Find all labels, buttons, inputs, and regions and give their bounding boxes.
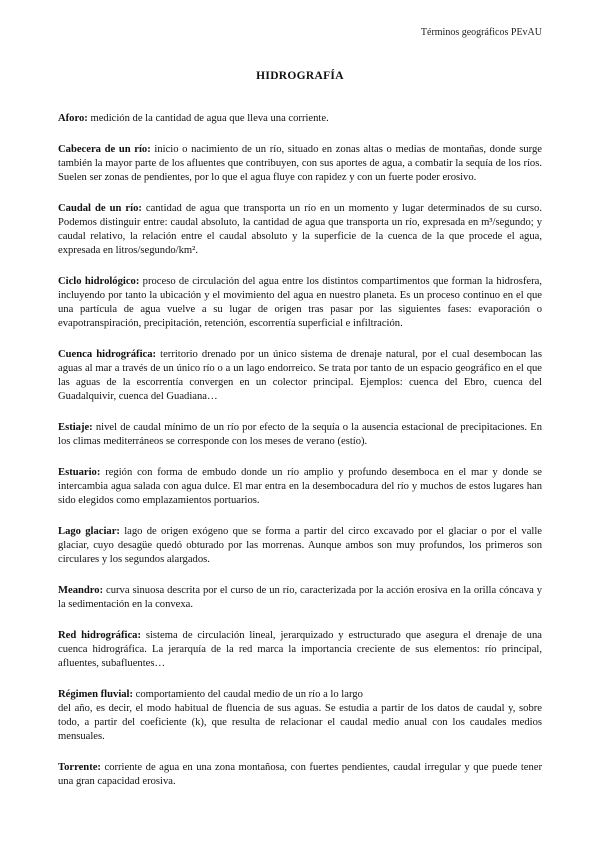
glossary-term: Red hidrográfica:	[58, 630, 141, 641]
glossary-definition: cantidad de agua que transporta un río en un momento y lugar determinados de su curso. Podemos distinguir entre: caudal absoluto, la cantidad de agua que transporta un río, expresada en m³/segundo; y caudal relativo, la relación entre el caudal absoluto y la superficie de la cuenca de la que procede el agua, expresada en litros/segundo/km².	[58, 203, 543, 256]
glossary-term: Régimen fluvial:	[58, 689, 134, 700]
glossary-definition: proceso de circulación del agua entre los distintos compartimentos que forman la hidrosfera, incluyendo por tanto la ubicación y el movimiento del agua en nuestro planeta. Es un proceso continuo en el que una partícula de agua vuelve a su lugar de origen tras pasar por las siguientes fases: evaporación o evapotranspiración, precipitación, retención, escorrentía superficial e infiltración.	[58, 276, 542, 329]
glossary-entry	[58, 348, 542, 404]
glossary-definition: nivel de caudal mínimo de un río por efecto de la sequía o la ausencia estacional de precipitaciones. En los climas mediterráneos se corresponde con los meses de verano (estío).	[58, 422, 542, 447]
glossary-definition: medición de la cantidad de agua que lleva una corriente.	[87, 113, 329, 124]
glossary-term: Caudal de un río:	[58, 203, 142, 214]
glossary-definition: lago de origen exógeno que se forma a partir del circo excavado por el glaciar o por el valle glaciar, cuyo desagüe quedó obturado por las morrenas. Aunque ambos son muy profundos, los primeros son circulares y los segundos alargados.	[58, 526, 542, 565]
glossary-entry	[58, 584, 542, 612]
glossary-list	[58, 112, 542, 806]
glossary-definition-continuation: del año, es decir, el modo habitual de fluencia de sus aguas. Se estudia a partir de los datos de caudal y, sobre todo, a partir del coeficiente (k), que resulta de relacionar el caudal medio anual con los caudales medios mensuales.	[58, 703, 542, 742]
glossary-term: Meandro:	[58, 585, 104, 596]
glossary-entry	[58, 466, 542, 508]
glossary-entry	[58, 688, 542, 744]
glossary-entry	[58, 629, 542, 671]
glossary-term: Estiaje:	[58, 422, 93, 433]
glossary-term: Estuario:	[58, 467, 101, 478]
glossary-definition: curva sinuosa descrita por el curso de un río, caracterizada por la acción erosiva en la orilla cóncava y la sedimentación en la convexa.	[58, 585, 542, 610]
glossary-entry	[58, 421, 542, 449]
glossary-definition: sistema de circulación lineal, jerarquizado y estructurado que asegura el drenaje de una cuenca hidrográfica. La jerarquía de la red marca la importancia creciente de sus elementos: río principal, afluentes, subafluentes…	[58, 630, 542, 669]
glossary-term: Lago glaciar:	[58, 526, 120, 537]
glossary-definition: región con forma de embudo donde un río amplio y profundo desemboca en el mar y donde se intercambia agua salada con agua dulce. El mar entra en la desembocadura del río y muchos de estos lugares han sido elegidos como emplazamientos portuarios.	[58, 467, 542, 506]
glossary-entry	[58, 761, 542, 789]
glossary-entry	[58, 143, 542, 185]
glossary-definition: inicio o nacimiento de un río, situado en zonas altas o medias de montañas, donde surge también la mayor parte de los afluentes que contribuyen, con sus aportes de agua, a combatir la sequía de los ríos. Suelen ser zonas de pendientes, por lo que el agua fluye con rapidez y con un fuerte poder erosivo.	[58, 144, 542, 183]
glossary-definition: corriente de agua en una zona montañosa, con fuertes pendientes, caudal irregular y que puede tener una gran capacidad erosiva.	[58, 762, 542, 787]
glossary-definition: comportamiento del caudal medio de un río a lo largo	[133, 689, 363, 700]
glossary-term: Ciclo hidrológico:	[58, 276, 140, 287]
running-header: Términos geográficos PEvAU	[420, 27, 542, 38]
document-title: HIDROGRAFÍA	[256, 70, 344, 82]
glossary-entry	[58, 202, 542, 258]
glossary-term: Torrente:	[58, 762, 101, 773]
glossary-entry	[58, 525, 542, 567]
glossary-entry	[58, 112, 542, 126]
glossary-definition: territorio drenado por un único sistema de drenaje natural, por el cual desembocan las aguas al mar a través de un único río o a un lago endorreico. Se trata por tanto de un espacio geográfico en el que las aguas de la escorrentía convergen en un colector principal. Ejemplos: cuenca del Ebro, cuenca del Guadalquivir, cuenca del Guadiana…	[58, 349, 542, 402]
glossary-term: Aforo:	[58, 113, 88, 124]
glossary-term: Cuenca hidrográfica:	[58, 349, 157, 360]
glossary-entry	[58, 275, 542, 331]
glossary-term: Cabecera de un río:	[58, 144, 151, 155]
